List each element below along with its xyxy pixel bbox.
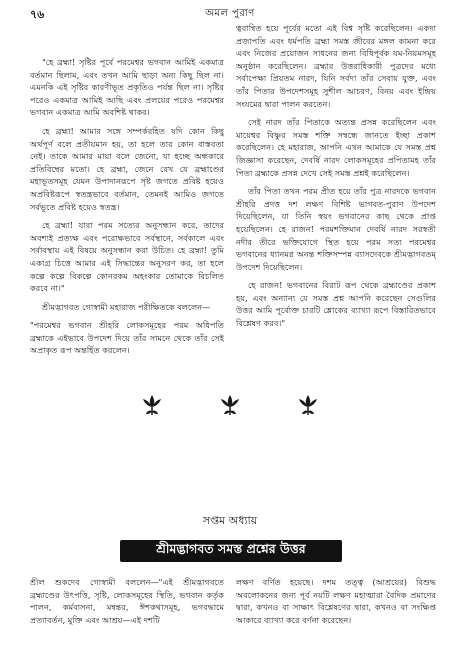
page-header bbox=[0, 4, 460, 20]
chapter-opening-paragraph: শ্রীল শুকদেব গোস্বামী বললেন—"এই শ্রীমদ্ভাগবতে ব্রহ্মাণ্ডের উৎপত্তি, সৃষ্টি, লোকসমূহের স্থিতি, ভগবান কর্তৃক পালন, কর্মবাসনা, মন্বন্তর, ঈশকথাসমূহ, ভগবদ্ধামে প্রত্যাবর্তন, মুক্তি এবং আশ্রয়—এই দশটি bbox=[30, 577, 224, 625]
chapter-title-banner: শ্রীমদ্ভাগবত সমস্ত প্রশ্নের উত্তর bbox=[120, 540, 342, 562]
verse-paragraph: হে ব্রহ্মা! আমার সঙ্গে সম্পর্করহিত যদি কোন কিছু অর্থপূর্ণ বলে প্রতীয়মান হয়, তা হলে তার কোন বাস্তবতা নেই। তাকে আমার মায়া বলে জেনো, যা হচ্ছে অন্ধকারে প্রতিবিম্বের মতো। হে ব্রহ্মা, জেনে রেখ যে ব্রহ্মাণ্ডের মহাভূতসমূহ যেমন উপাদানরূপে সৃষ্ট জগতে প্রবিষ্ট হয়েও অপ্রবিষ্টরূপে স্বতন্ত্রভাবে বর্তমান, তেমনই আমিও জগতে সর্বভূতে প্রবিষ্ট হয়েও স্বতন্ত্র। bbox=[30, 125, 224, 212]
verse-paragraph: সেই নারদ তাঁর পিতাকে অত্যন্ত প্রসন্ন করেছিলেন এবং মায়েশ্বর বিষ্ণুর সমস্ত শক্তি সম্বন্ধে জানতে ইচ্ছা প্রকাশ করেছিলেন। হে মহারাজ, আপনি এখন আমাকে যে সমস্ত প্রশ্ন জিজ্ঞাসা করেছেন, দেবর্ষি নারদ লোকসমূহের প্রপিতামহ তাঁর পিতা ব্রহ্মাকে প্রসন্ন দেখে সেই সমস্ত প্রশ্নই করেছিলেন। bbox=[236, 117, 436, 178]
page-number: ৭৬ bbox=[30, 8, 45, 21]
chapter-text-right bbox=[236, 576, 436, 650]
verse-paragraph: হে রাজন! ভগবানের বিরাট রূপ থেকে ব্রহ্মাণ্ডের প্রকাশ হয়, এবং অন্যান্য যে সমস্ত প্রশ্ন আপনি করেছেন সেগুলির উত্তর আমি পূর্বোক্ত চারটি শ্লোকের ব্যাখ্যা রূপে বিস্তারিতভাবে বিশ্লেষণ করব।" bbox=[236, 280, 436, 329]
lotus-flower-icon bbox=[297, 393, 319, 417]
verse-paragraph: "পরমেশ্বর ভগবান শ্রীহরি লোকসমূহের পরম অধিপতি ব্রহ্মাকে এইভাবে উপদেশ দিয়ে তাঁর সামনে থেকে তাঁর সেই অপ্রাকৃত রূপ অন্তর্হিত করলেন। bbox=[30, 320, 224, 356]
chapter-number: সপ্তম অধ্যায় bbox=[202, 514, 258, 527]
section-ornaments bbox=[0, 393, 460, 419]
speaker-line: শ্রীমদ্ভাগবত গোস্বামী মহারাজ পরীক্ষিতকে বললেন— bbox=[42, 301, 211, 312]
chapter-text-left bbox=[30, 576, 224, 650]
verse-paragraph: "হে ব্রহ্মা! সৃষ্টির পূর্বে পরমেশ্বর ভগবান আমিই একমাত্র বর্তমান ছিলাম, এবং তখন আমি ছাড়া অন্য কিছু ছিল না। এমনকি এই সৃষ্টির কারণীভূত প্রকৃতিও পর্যন্ত ছিল না। সৃষ্টির পরেও একমাত্র আমিই আছি এবং প্রলয়ের পরেও পরমেশ্বর ভগবান একমাত্র আমি অবশিষ্ট থাকব। bbox=[30, 57, 224, 118]
chapter-continuation-paragraph: লক্ষণ বর্ণিত হয়েছে। দশম তত্ত্ব (আশ্রয়ের) বিশুদ্ধ অবলোকনের জন্য পূর্ব নয়টি লক্ষণ মহাত্মারা বৈদিক প্রমাণের দ্বারা, কখনও বা সাক্ষাৎ বিশ্লেষণের দ্বারা, কখনও বা সংক্ষিপ্ত আকারে ব্যাখ্যা করে বর্ণনা করেছেন। bbox=[236, 577, 436, 625]
left-column bbox=[30, 56, 224, 372]
verse-paragraph: হে ব্রহ্মা! যারা পরম সত্যের অনুসন্ধান করে, তাদের অবশ্যই প্রত্যক্ষ এবং পরোক্ষভাবে সর্বস্থানে, সর্বকালে এবং সর্বাবস্থায় এই বিষয়ে অনুসন্ধান করা উচিত। হে ব্রহ্মা! তুমি একাগ্র চিত্তে আমার এই সিদ্ধান্তের অনুসরণ কর, তা হলে কল্পে কল্পে বিকল্পে কোনরকম অহংকার তোমাকে বিচলিত করবে না।" bbox=[30, 220, 224, 294]
verse-paragraph: ত্বরান্বিত হয়ে পূর্বের মতো এই বিশ্ব সৃষ্টি করেছিলেন। একদা প্রজাপতি এবং ধর্মপতি ব্রহ্মা সমস্ত জীবের মঙ্গল কামনা করে এবং নিজের প্রয়োজন সাধনের জন্য বিধিপূর্বক যম-নিয়মসমূহ অনুষ্ঠান করেছিলেন। ব্রহ্মার উত্তরাধিকারী পুত্রদের মধ্যে সর্বাপেক্ষা প্রিয়তম নারদ, যিনি সর্বদা তাঁর সেবায় যুক্ত, এবং তাঁর পিতার উপদেশসমূহ সুশীল আচরণ, বিনয় এবং ইন্দ্রিয় সংযমের দ্বারা পালন করতেন। bbox=[236, 23, 436, 109]
right-column bbox=[236, 22, 436, 372]
running-title: অমল পুরাণ bbox=[205, 8, 255, 19]
lotus-flower-icon bbox=[141, 393, 163, 417]
lotus-flower-icon bbox=[219, 393, 241, 417]
verse-paragraph: তাঁর পিতা তখন পরম প্রীত হয়ে তাঁর পুত্র নারদকে ভগবান শ্রীহরি প্রদত্ত দশ লক্ষণ বিশিষ্ট ভাগবত-পুরাণ উপদেশ দিয়েছিলেন, যা তিনি স্বয়ং ভগবানের কাছ থেকে প্রাপ্ত হয়েছিলেন। হে রাজন! পরমশক্তিমান দেবর্ষি নারদ সরস্বতী নদীর তীরে ভক্তিযোগে স্থিত হয়ে পরম সত্য পরমেশ্বর ভগবানের ধ্যানমগ্ন অনন্ত শক্তিসম্পন্ন ব্যাসদেবকে শ্রীমদ্ভাগবতম্ উপদেশ দিয়েছিলেন। bbox=[236, 186, 436, 272]
